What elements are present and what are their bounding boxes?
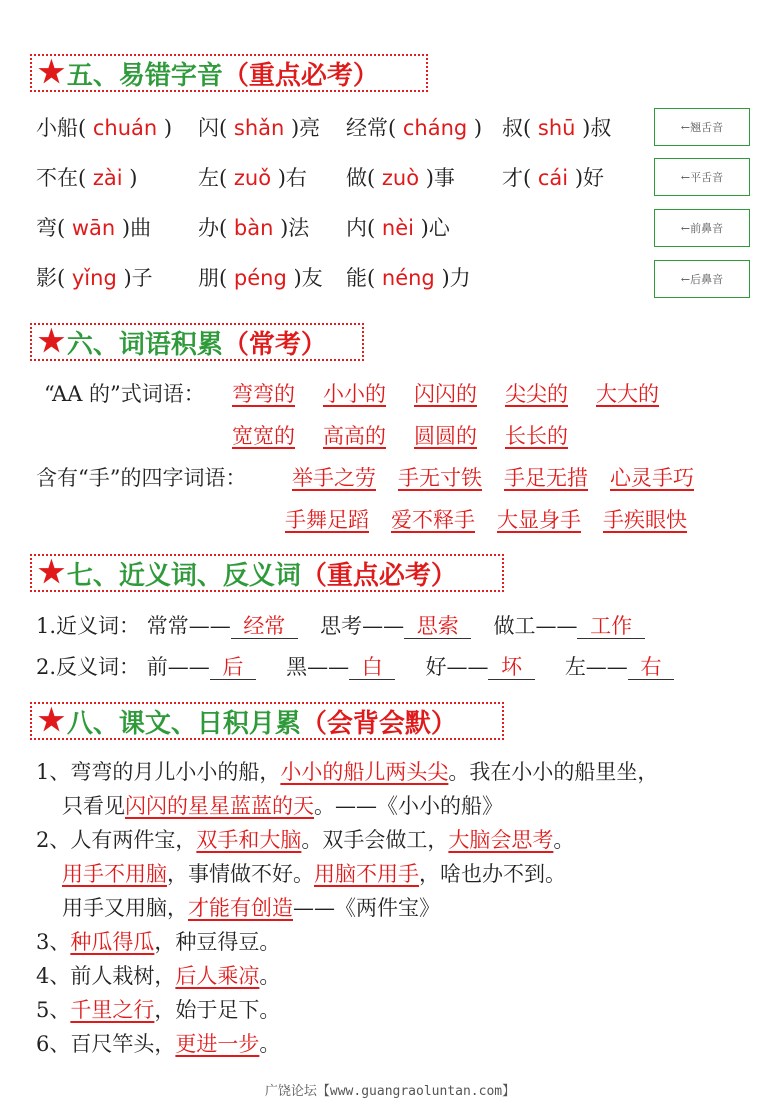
pinyin-word-tail: )友 [293, 266, 323, 290]
answer-word: 小小的 [323, 382, 386, 406]
answer-text: 更进一步 [175, 1032, 260, 1056]
pinyin-cell [198, 212, 309, 242]
answer-text: 闪闪的星星蓝蓝的天 [125, 794, 314, 818]
pinyin-word-tail: ) [473, 116, 483, 140]
shou-words-row [36, 462, 246, 492]
prompt-word: 左—— [564, 655, 628, 679]
text-line-2 [62, 790, 503, 820]
pinyin-cell [198, 112, 320, 142]
pinyin-answer: yǐng [65, 266, 124, 290]
pinyin-word: 影( [36, 266, 66, 290]
answer-word: 爱不释手 [391, 508, 475, 532]
pinyin-cell [346, 112, 482, 142]
section8-tag: （会背会默） [300, 708, 457, 739]
footer-watermark: 广饶论坛【www.guangraoluntan.com】 [264, 1084, 516, 1099]
answer-text: 小小的船儿两头尖 [280, 760, 449, 784]
answer-text: 用手不用脑 [62, 862, 167, 886]
prompt-word: 做工—— [493, 614, 578, 638]
section5-title: 五、易错字音 [66, 60, 223, 91]
pinyin-word-tail: )法 [280, 216, 310, 240]
plain-text: 。 [259, 1032, 281, 1056]
answer-blank: 白 [349, 655, 395, 680]
plain-text: 2、人有两件宝， [36, 828, 197, 852]
plain-text: 。我在小小的船里坐， [448, 760, 659, 784]
pinyin-word: 小船( [36, 116, 87, 140]
note-flat-tongue: ←平舌音 [654, 158, 750, 196]
pinyin-answer: zuǒ [227, 166, 278, 190]
prompt-word: 好—— [425, 655, 489, 679]
answer-text: 用脑不用手 [314, 862, 419, 886]
pinyin-answer: chuán [86, 116, 164, 140]
note-back-nasal: ←后鼻音 [654, 260, 750, 298]
pinyin-word-tail: )事 [425, 166, 455, 190]
answer-blank: 坏 [488, 655, 534, 680]
plain-text: ，种豆得豆。 [154, 930, 281, 954]
prompt-word: 常常—— [146, 614, 231, 638]
answer-word: 举手之劳 [292, 466, 376, 490]
plain-text: 。——《小小的船》 [314, 794, 503, 818]
pinyin-cell [36, 262, 153, 292]
pinyin-word: 内( [346, 216, 376, 240]
pinyin-word-tail: )心 [420, 216, 450, 240]
answer-text: 种瓜得瓜 [70, 930, 155, 954]
pinyin-cell [346, 212, 450, 242]
text-line-9 [36, 1028, 280, 1058]
pinyin-word-tail: )曲 [121, 216, 152, 240]
aa-words-row-1 [44, 378, 205, 408]
prompt-word: 黑—— [286, 655, 350, 679]
antonym-label: 2.反义词： [36, 655, 141, 679]
answer-blank: 经常 [231, 614, 298, 639]
pinyin-answer: nèi [375, 216, 421, 240]
answer-blank: 后 [210, 655, 256, 680]
pinyin-answer: wān [65, 216, 122, 240]
section7-tag: （重点必考） [300, 560, 457, 591]
pinyin-word-tail: )子 [123, 266, 153, 290]
pinyin-word: 弯( [36, 216, 66, 240]
plain-text: ——《两件宝》 [293, 896, 440, 920]
plain-text: 用手又用脑， [62, 896, 188, 920]
pinyin-answer: zài [86, 166, 130, 190]
text-line-5 [62, 892, 440, 922]
pinyin-word: 能( [346, 266, 376, 290]
aa-words-line-1 [232, 378, 687, 408]
pinyin-word: 叔( [502, 116, 532, 140]
answer-text: 千里之行 [70, 998, 155, 1022]
pinyin-word-tail: )亮 [290, 116, 321, 140]
section8-title: 八、课文、日积月累 [66, 708, 301, 739]
synonym-label: 1.近义词： [36, 614, 141, 638]
answer-word: 手足无措 [504, 466, 588, 490]
plain-text: ，始于足下。 [154, 998, 281, 1022]
pinyin-cell [502, 162, 604, 192]
pinyin-cell [198, 262, 323, 292]
shou-words-line-2 [285, 504, 709, 534]
plain-text: 。 [553, 828, 575, 852]
answer-word: 闪闪的 [414, 382, 477, 406]
plain-text: 。 [259, 964, 281, 988]
pinyin-word: 做( [346, 166, 376, 190]
aa-label: “AA 的”式词语： [44, 382, 205, 406]
pinyin-answer: péng [227, 266, 294, 290]
pinyin-word: 不在( [36, 166, 87, 190]
pinyin-answer: cái [531, 166, 575, 190]
section7-heading [30, 554, 504, 592]
shou-label: 含有“手”的四字词语： [36, 466, 247, 490]
pinyin-answer: néng [375, 266, 442, 290]
answer-word: 长长的 [505, 424, 568, 448]
answer-word: 手舞足蹈 [285, 508, 369, 532]
star-icon: ★ [38, 55, 65, 90]
pinyin-answer: shū [531, 116, 583, 140]
section6-title: 六、词语积累 [66, 329, 223, 360]
pinyin-cell [346, 262, 471, 292]
answer-word: 尖尖的 [505, 382, 568, 406]
text-line-8 [36, 994, 280, 1024]
note-retroflex: ←翘舌音 [654, 108, 750, 146]
section7-title: 七、近义词、反义词 [66, 560, 301, 591]
answer-text: 双手和大脑 [196, 828, 302, 852]
pinyin-word: 朋( [198, 266, 228, 290]
pinyin-cell [198, 162, 307, 192]
pinyin-answer: cháng [396, 116, 474, 140]
section6-tag: （常考） [222, 329, 327, 360]
answer-text: 后人乘凉 [175, 964, 260, 988]
prompt-word: 思考—— [320, 614, 405, 638]
plain-text: 4、前人栽树， [36, 964, 176, 988]
prompt-word: 前—— [146, 655, 210, 679]
text-line-1 [36, 756, 658, 786]
pinyin-cell [346, 162, 455, 192]
answer-text: 才能有创造 [188, 896, 293, 920]
plain-text: ，事情做不好。 [167, 862, 314, 886]
plain-text: 6、百尺竿头， [36, 1032, 176, 1056]
pinyin-word-tail: )力 [441, 266, 471, 290]
plain-text: 。双手会做工， [301, 828, 449, 852]
section5-heading [30, 54, 428, 92]
plain-text: 5、 [36, 998, 71, 1022]
section5-tag: （重点必考） [222, 60, 379, 91]
pinyin-word-tail: ) [163, 116, 173, 140]
pinyin-cell [502, 112, 611, 142]
text-line-3 [36, 824, 574, 854]
plain-text: 只看见 [62, 794, 125, 818]
pinyin-word-tail: )叔 [582, 116, 612, 140]
answer-blank: 右 [628, 655, 674, 680]
aa-words-line-2 [232, 420, 596, 450]
shou-words-line-1 [292, 462, 716, 492]
pinyin-word: 办( [198, 216, 228, 240]
pinyin-word-tail: ) [129, 166, 138, 190]
answer-word: 心灵手巧 [610, 466, 694, 490]
pinyin-answer: bàn [227, 216, 281, 240]
star-icon: ★ [38, 324, 65, 359]
answer-blank: 工作 [577, 614, 644, 639]
pinyin-word: 才( [502, 166, 532, 190]
text-line-7 [36, 960, 280, 990]
star-icon: ★ [38, 703, 65, 738]
pinyin-answer: shǎn [227, 116, 291, 140]
pinyin-word-tail: )好 [574, 166, 605, 190]
answer-word: 圆圆的 [414, 424, 477, 448]
answer-word: 弯弯的 [232, 382, 295, 406]
pinyin-cell [36, 212, 151, 242]
answer-word: 大显身手 [497, 508, 581, 532]
pinyin-answer: zuò [375, 166, 426, 190]
pinyin-word: 闪( [198, 116, 228, 140]
plain-text: 1、弯弯的月儿小小的船， [36, 760, 281, 784]
answer-word: 宽宽的 [232, 424, 295, 448]
synonym-row [36, 610, 667, 640]
plain-text: 3、 [36, 930, 71, 954]
star-icon: ★ [38, 555, 65, 590]
answer-text: 大脑会思考 [448, 828, 554, 852]
pinyin-word: 左( [198, 166, 228, 190]
note-front-nasal: ←前鼻音 [654, 209, 750, 247]
text-line-6 [36, 926, 280, 956]
answer-word: 手无寸铁 [398, 466, 482, 490]
pinyin-word-tail: )右 [277, 166, 307, 190]
pinyin-cell [36, 112, 172, 142]
pinyin-word: 经常( [346, 116, 397, 140]
antonym-row [36, 651, 704, 681]
answer-word: 手疾眼快 [603, 508, 687, 532]
section6-heading [30, 323, 364, 361]
pinyin-cell [36, 162, 137, 192]
answer-word: 高高的 [323, 424, 386, 448]
text-line-4 [62, 858, 566, 888]
answer-word: 大大的 [596, 382, 659, 406]
plain-text: ，啥也办不到。 [419, 862, 566, 886]
answer-blank: 思索 [404, 614, 471, 639]
section8-heading [30, 702, 504, 740]
